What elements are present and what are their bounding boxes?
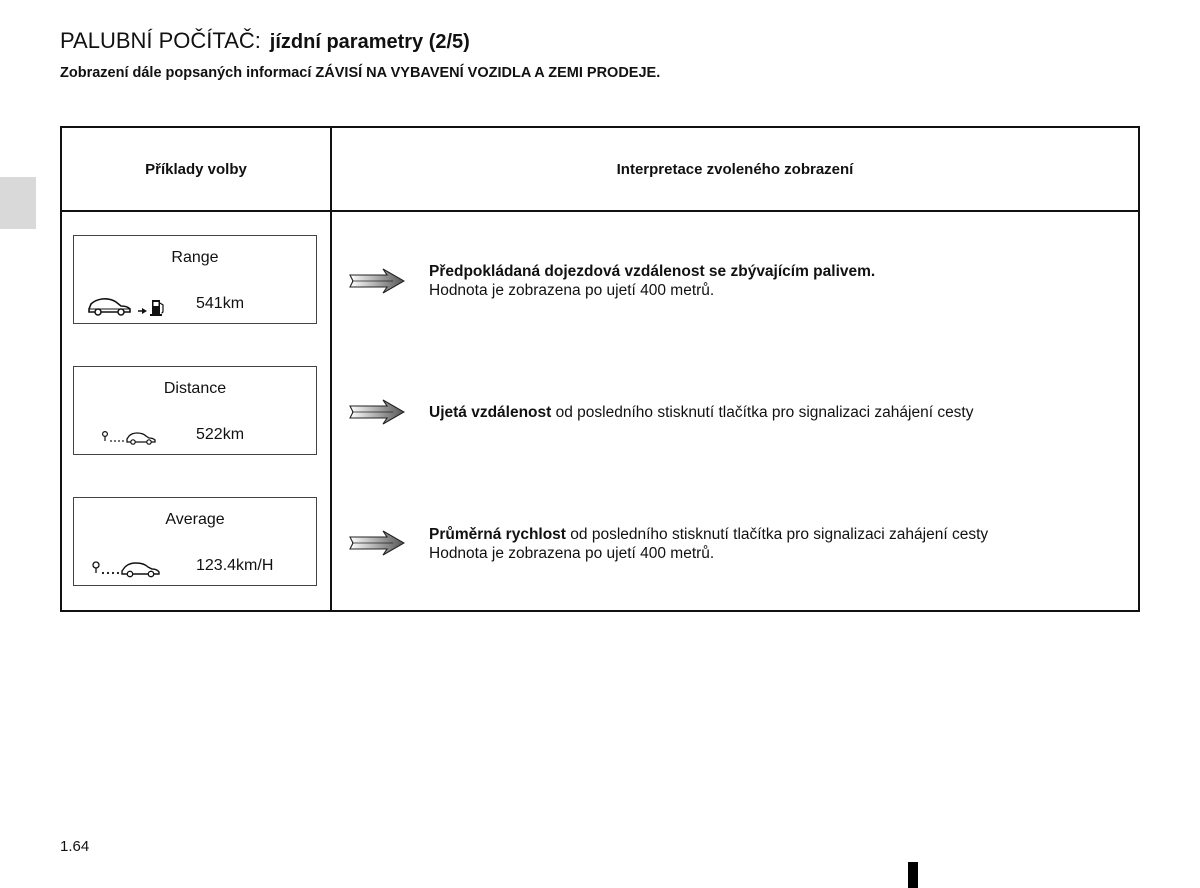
column-header-interpretation: Interpretace zvoleného zobrazení <box>616 160 854 178</box>
trip-average-icon <box>86 556 176 580</box>
display-value: 541km <box>196 295 245 312</box>
page-subtitle: Zobrazení dále popsaných informací ZÁVISÍ NA VYBAVENÍ VOZIDLA A ZEMI PRODEJE. <box>60 65 661 81</box>
section-tab-marker <box>0 177 36 229</box>
display-label: Average <box>165 511 225 528</box>
distance-display <box>73 366 317 455</box>
page-title-main: PALUBNÍ POČÍTAČ: <box>60 28 261 53</box>
arrow-right-icon <box>349 399 405 425</box>
column-header-examples: Příklady volby <box>145 160 247 178</box>
display-value: 123.4km/H <box>196 557 274 574</box>
description-bold: Předpokládaná dojezdová vzdálenost se zbývajícím palivem. <box>429 263 876 280</box>
display-label: Range <box>171 249 219 266</box>
average-description <box>429 525 988 563</box>
description-text: od posledního stisknutí tlačítka pro signalizaci zahájení cesty <box>565 526 989 543</box>
page-title <box>60 19 470 56</box>
description-bold: Průměrná rychlost <box>429 526 566 543</box>
description-text: od posledního stisknutí tlačítka pro signalizaci zahájení cesty <box>551 404 974 421</box>
distance-description <box>429 403 974 422</box>
average-display <box>73 497 317 586</box>
range-display <box>73 235 317 324</box>
trip-distance-icon <box>86 425 176 449</box>
display-value: 522km <box>196 426 245 443</box>
display-label: Distance <box>163 380 227 397</box>
description-line2: Hodnota je zobrazena po ujetí 400 metrů. <box>429 545 715 562</box>
header-divider <box>62 210 1138 212</box>
parameters-table <box>60 126 1140 612</box>
range-description <box>429 262 875 300</box>
arrow-right-icon <box>349 268 405 294</box>
page-title-sub: jízdní parametry (2/5) <box>269 31 470 53</box>
description-bold: Ujetá vzdálenost <box>429 404 552 421</box>
page-number: 1.64 <box>60 838 90 855</box>
description-line2: Hodnota je zobrazena po ujetí 400 metrů. <box>429 282 715 299</box>
page-edge-mark <box>908 862 918 888</box>
car-to-fuel-pump-icon <box>86 294 176 318</box>
arrow-right-icon <box>349 530 405 556</box>
